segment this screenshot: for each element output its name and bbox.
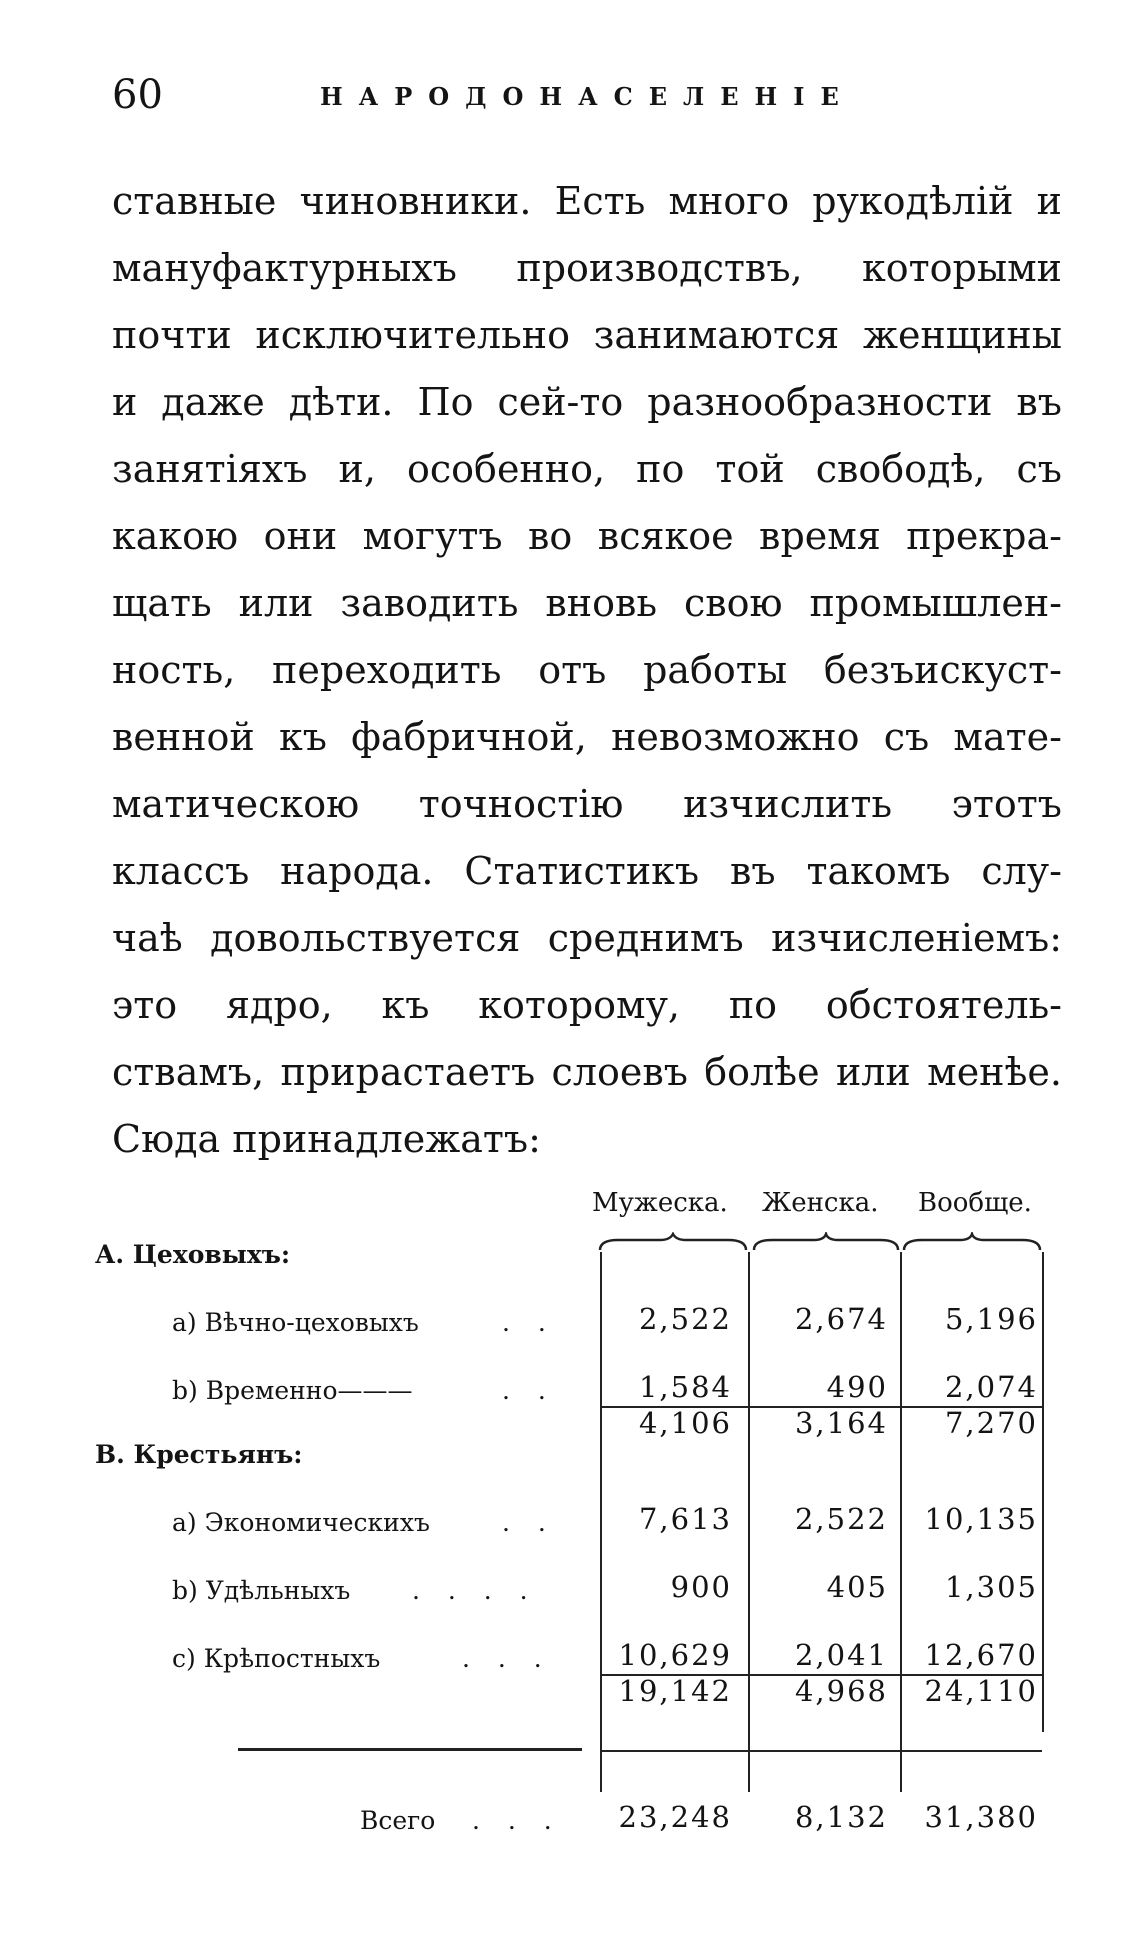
row-label-text: b) Временно——— bbox=[172, 1376, 413, 1405]
subtotal-value: 19,142 bbox=[618, 1674, 732, 1708]
row-label bbox=[172, 1308, 556, 1337]
section-b-label: В. Крестьянъ: bbox=[95, 1440, 303, 1469]
column-header-male: Мужеска. bbox=[592, 1188, 728, 1218]
total-value: 31,380 bbox=[924, 1800, 1038, 1834]
leader-dots: . . . . bbox=[412, 1576, 538, 1605]
text-line: это ядро, къ которому, по обстоятель- bbox=[112, 983, 1062, 1027]
cell-value: 10,135 bbox=[924, 1502, 1038, 1536]
text-line: Сюда принадлежатъ: bbox=[112, 1117, 541, 1161]
text-line: какою они могутъ во всякое время прекра- bbox=[112, 514, 1062, 558]
cell-value: 2,041 bbox=[794, 1638, 888, 1672]
text-line: чаѣ довольствуется среднимъ изчисленіемъ: bbox=[112, 916, 1062, 960]
brace-total bbox=[902, 1232, 1042, 1254]
total-rule bbox=[600, 1750, 1042, 1752]
text-line: занятіяхъ и, особенно, по той свободѣ, съ bbox=[112, 447, 1062, 491]
cell-value: 405 bbox=[826, 1570, 888, 1604]
section-a-label: А. Цеховыхъ: bbox=[95, 1240, 291, 1269]
cell-value: 2,522 bbox=[638, 1302, 732, 1336]
text-line: ность, переходить отъ работы безъискуст- bbox=[112, 648, 1062, 692]
cell-value: 5,196 bbox=[944, 1302, 1038, 1336]
row-label-text: a) Экономическихъ bbox=[172, 1508, 430, 1537]
subtotal-value: 4,106 bbox=[638, 1406, 732, 1440]
total-rule bbox=[238, 1748, 582, 1751]
subtotal-value: 3,164 bbox=[794, 1406, 888, 1440]
column-rule bbox=[1042, 1252, 1044, 1732]
cell-value: 900 bbox=[670, 1570, 732, 1604]
running-title: НАРОДОНАСЕЛЕНІЕ bbox=[320, 82, 855, 111]
cell-value: 2,074 bbox=[944, 1370, 1038, 1404]
leader-dots: . . bbox=[502, 1308, 556, 1337]
text-line: матическою точностію изчислить этотъ bbox=[112, 782, 1062, 826]
body-text bbox=[112, 168, 1062, 1173]
subtotal-value: 24,110 bbox=[924, 1674, 1038, 1708]
row-label bbox=[172, 1376, 556, 1405]
subtotal-value: 7,270 bbox=[944, 1406, 1038, 1440]
text-line: мануфактурныхъ производствъ, которыми bbox=[112, 246, 1062, 290]
text-line: ствамъ, прирастаетъ слоевъ болѣе или менѣе. bbox=[112, 1050, 1062, 1094]
total-value: 23,248 bbox=[618, 1800, 732, 1834]
leader-dots: . . . bbox=[472, 1806, 562, 1835]
cell-value: 1,305 bbox=[944, 1570, 1038, 1604]
cell-value: 2,522 bbox=[794, 1502, 888, 1536]
cell-value: 2,674 bbox=[794, 1302, 888, 1336]
column-header-total: Вообще. bbox=[918, 1188, 1032, 1218]
brace-female bbox=[752, 1232, 900, 1254]
leader-dots: . . bbox=[502, 1508, 556, 1537]
cell-value: 490 bbox=[826, 1370, 888, 1404]
leader-dots: . . . bbox=[462, 1644, 552, 1673]
column-header-female: Женска. bbox=[762, 1188, 879, 1218]
text-line: и даже дѣти. По сей-то разнообразности въ bbox=[112, 380, 1062, 424]
total-value: 8,132 bbox=[794, 1800, 888, 1834]
cell-value: 1,584 bbox=[638, 1370, 732, 1404]
row-label bbox=[172, 1644, 552, 1673]
text-line: почти исключительно занимаются женщины bbox=[112, 313, 1062, 357]
cell-value: 10,629 bbox=[618, 1638, 732, 1672]
cell-value: 7,613 bbox=[638, 1502, 732, 1536]
cell-value: 12,670 bbox=[924, 1638, 1038, 1672]
row-label bbox=[172, 1508, 556, 1537]
leader-dots: . . bbox=[502, 1376, 556, 1405]
text-line: классъ народа. Статистикъ въ такомъ слу- bbox=[112, 849, 1062, 893]
row-label-text: b) Удѣльныхъ bbox=[172, 1576, 351, 1605]
subtotal-value: 4,968 bbox=[794, 1674, 888, 1708]
text-line: щать или заводить вновь свою промышлен- bbox=[112, 581, 1062, 625]
text-line: ставные чиновники. Есть много рукодѣлій и bbox=[112, 179, 1062, 223]
brace-male bbox=[598, 1232, 748, 1254]
row-label-text: c) Крѣпостныхъ bbox=[172, 1644, 381, 1673]
page-header bbox=[0, 72, 1140, 122]
total-label bbox=[360, 1806, 562, 1835]
page-number: 60 bbox=[112, 72, 163, 118]
row-label bbox=[172, 1576, 538, 1605]
text-line: венной къ фабричной, невозможно съ мате- bbox=[112, 715, 1062, 759]
row-label-text: a) Вѣчно-цеховыхъ bbox=[172, 1308, 419, 1337]
total-label-text: Всего bbox=[360, 1806, 436, 1835]
